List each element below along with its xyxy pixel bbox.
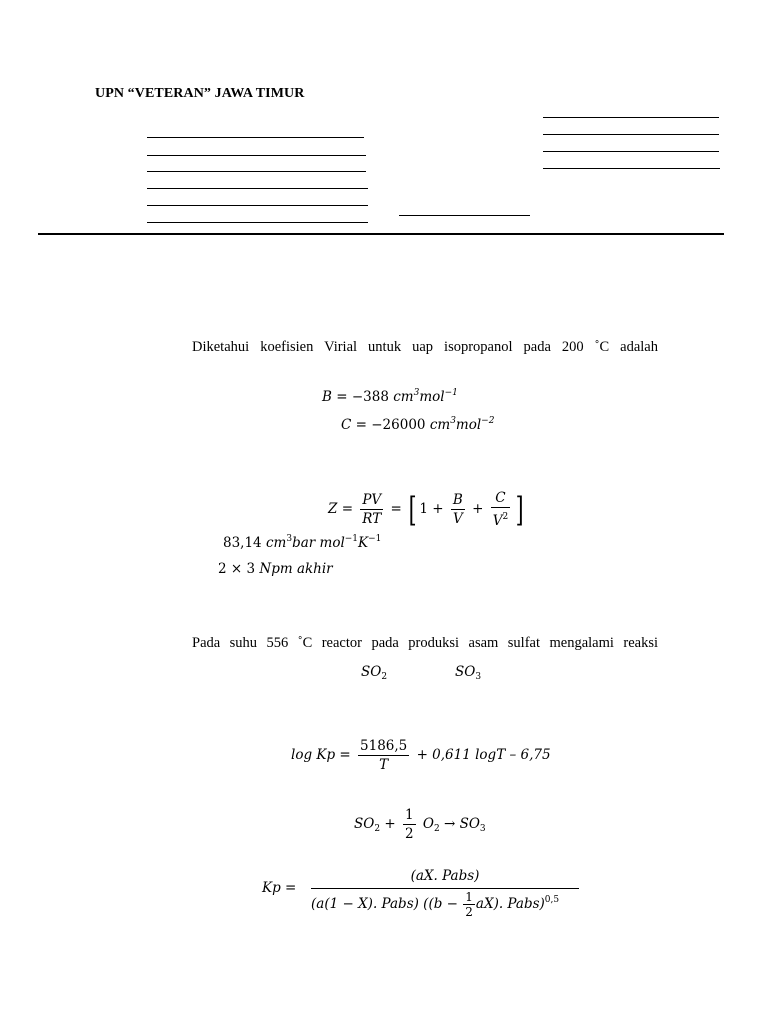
b-over-v: $\frac{B}{V}$ xyxy=(452,492,463,527)
blank-line xyxy=(147,222,368,223)
virial-c-equation: C = −26000 $cm^3mol^{-2}$ xyxy=(341,416,495,433)
virial-b-equation: B = −388 $cm^3mol^{-1}$ xyxy=(322,388,458,405)
gas-constant-value: 83,14 $cm^3bar$ $mol^{-1}K^{-1}$ xyxy=(223,534,382,551)
so2-label: $SO_2$ xyxy=(361,664,388,682)
log-kp-fraction: $\frac{5186,5}{T}$ xyxy=(360,738,408,773)
c-over-v2: $\frac{C}{V^2}$ xyxy=(492,490,509,529)
header-divider xyxy=(38,233,724,235)
kp-fraction-bar xyxy=(311,888,579,889)
pv-over-rt: $\frac{PV}{RT}$ xyxy=(362,492,382,527)
blank-line xyxy=(147,137,364,138)
compressibility-equation: Z = $\frac{PV}{RT}$ = [ 1 + $\frac{B}{V}$ + $\frac{C}{V^2}$ ] xyxy=(328,489,524,530)
kp-half-fraction: $\frac{1}{2}$ xyxy=(465,890,473,919)
kp-lhs: Kp = xyxy=(262,880,297,896)
problem2-statement: Pada suhu 556 ˚C reactor pada produksi asam sulfat mengalami reaksi xyxy=(192,635,658,651)
blank-line xyxy=(543,151,719,152)
blank-line xyxy=(543,168,720,169)
blank-line xyxy=(543,117,719,118)
blank-line xyxy=(147,188,368,189)
arrow-icon: → xyxy=(443,816,456,832)
blank-line xyxy=(147,171,366,172)
npm-expression: 2 × 3 Npm akhir xyxy=(218,561,333,577)
kp-numerator: (aX. Pabs) xyxy=(410,868,480,884)
blank-line xyxy=(147,155,366,156)
blank-line xyxy=(147,205,368,206)
institution-header: UPN “VETERAN” JAWA TIMUR xyxy=(95,86,305,101)
blank-line xyxy=(543,134,719,135)
blank-line xyxy=(399,215,530,216)
kp-denominator: (a(1 − X). Pabs) ((b − $\frac{1}{2}$ aX). Pabs)$^{0,5}$ xyxy=(311,890,560,919)
problem1-statement: Diketahui koefisien Virial untuk uap isopropanol pada 200 ˚C adalah xyxy=(192,339,658,355)
log-kp-equation: log Kp = $\frac{5186,5}{T}$ + 0,611 logT – 6,75 xyxy=(291,738,551,773)
so3-label: $SO_3$ xyxy=(455,664,482,682)
reaction-equation: $SO_2$ + $\frac{1}{2}$ $O_2 \to SO_3$ xyxy=(354,807,486,842)
half-fraction: $\frac{1}{2}$ xyxy=(404,807,414,842)
